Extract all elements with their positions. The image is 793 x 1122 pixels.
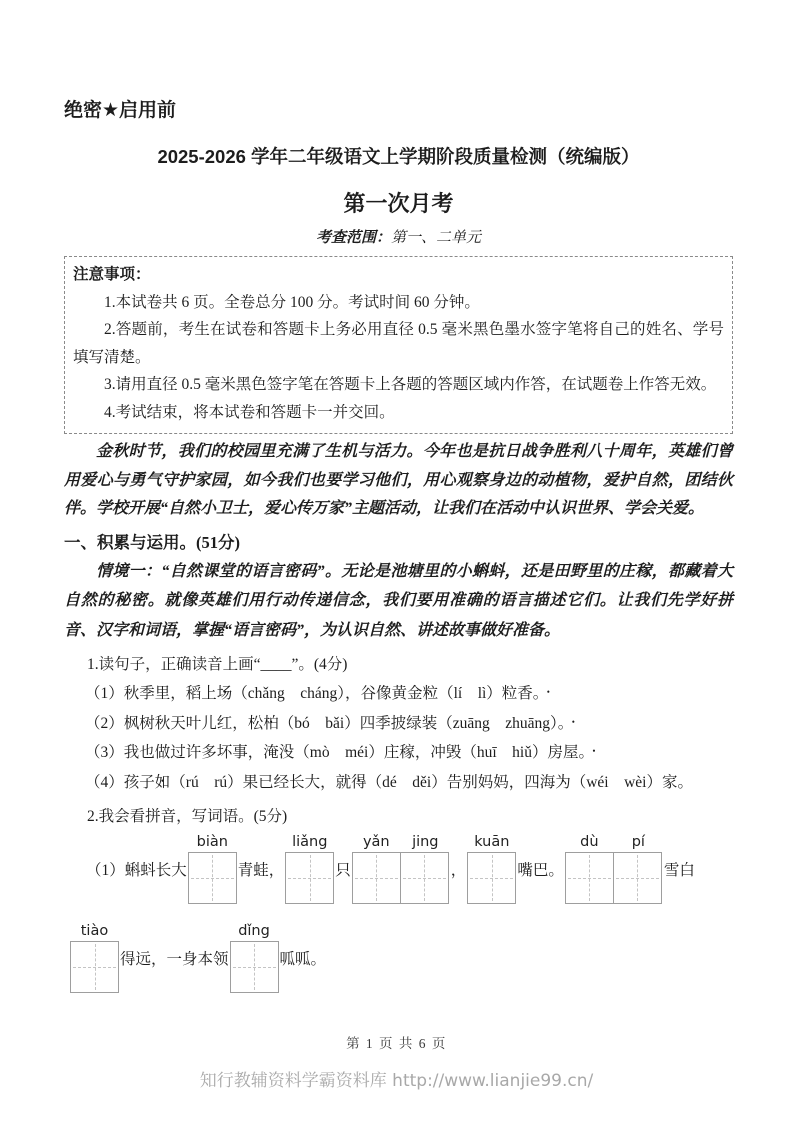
writing-box-bian [188,832,237,904]
writing-cell[interactable] [467,852,516,904]
text-segment: （rú rú）果已经长大，就 [170,773,352,791]
pinyin-label: pí [631,834,645,850]
exam-scope [64,228,733,248]
notice-item: 2.答题前，考生在试卷和答题卡上务必用直径 0.5 毫米黑色墨水签字笔将自己的姓名、学号填写清楚。 [73,321,724,366]
question-1-item-4 [64,768,733,798]
text-segment: （huī hiǔ）房屋。 [461,744,594,761]
text-segment: （wéi wèi）家。 [570,773,693,791]
watermark-text: 知行教辅资料学霸资料库 http://www.lianjie99.cn/ [199,1071,594,1091]
writing-cell[interactable] [285,852,334,904]
scope-label: 考查范围： [315,230,391,246]
writing-cell[interactable] [70,941,119,993]
pinyin-writing-row-2 [64,921,733,993]
text-segment: （zuāng zhuāng）。 [437,714,574,732]
page-title: 2025-2026 学年二年级语文上学期阶段质量检测（统编版） [157,146,640,167]
pinyin-label: biàn [196,834,228,850]
writing-box-ding [230,921,279,993]
writing-box-tiao [70,921,119,993]
text-segment: （bó bǎi）四季披绿 [278,714,422,732]
text-segment: （lí lì）粒香。 [438,685,549,702]
writing-cell[interactable] [188,852,237,904]
section-1-heading: 一、积累与运用。(51分) [64,532,240,552]
classification-label: 绝密★启用前 [64,100,177,121]
emphasized-char: 毁 • [446,744,462,761]
text-segment: （3）我也做过许多坏事，淹 [85,744,279,761]
writing-cell[interactable] [565,852,614,904]
emphasized-char: 装 • [422,715,438,732]
row-text: ， [450,862,467,879]
writing-box-liang [285,832,334,904]
row-text: 嘴巴。 [517,862,564,879]
row-text: 青蛙， [237,862,285,879]
pinyin-label: dǐng [238,923,270,939]
pinyin-label: yǎn [362,834,390,850]
exam-subtitle: 第一次月考 [343,191,454,216]
row-text: 呱呱。 [279,951,327,968]
writing-cell[interactable] [613,852,662,904]
question-1-item-2 [64,709,733,739]
text-segment: （dé děi）告别妈妈，四海 [366,773,556,791]
writing-cell[interactable] [400,852,449,904]
scope-value: 第一、二单元 [391,230,482,246]
text-segment: （2）枫树秋天叶儿红，松 [85,714,264,732]
notice-item: 3.请用直径 0.5 毫米黑色签字笔在答题卡上各题的答题区域内作答，在试题卷上作答无效。 [104,376,717,393]
pinyin-label: jing [412,834,439,850]
text-segment: （chǎng cháng），谷像黄金 [232,685,423,702]
notice-item: 4.考试结束，将本试卷和答题卡一并交回。 [104,403,395,421]
question-1-stem: 1.读句子，正确读音上画“____”。(4分) [87,656,348,673]
emphasized-char: 如 • [155,774,171,791]
writing-box-kuan [467,832,516,904]
question-2-stem: 2.我会看拼音，写词语。(5分) [87,808,288,825]
question-1-item-1 [64,679,733,709]
text-segment: （4）孩子 [85,773,155,791]
pinyin-label: liǎng [292,834,328,850]
pinyin-writing-row-1 [64,832,733,904]
emphasized-char: 柏 • [263,715,279,732]
row-lead-text: （1）蝌蚪长大 [86,862,187,879]
page-number: 第 1 页 共 6 页 [346,1036,447,1051]
notice-item: 1.本试卷共 6 页。全卷总分 100 分。考试时间 60 分钟。 [104,293,480,311]
emphasized-char: 场 • [217,685,233,702]
writing-cell[interactable] [230,941,279,993]
row-text: 只 [335,862,351,879]
scenario-1-paragraph: 情境一：“自然课堂的语言密码”。无论是池塘里的小蝌蚪，还是田野里的庄稼，都藏着大自然的秘密。就像英雄们用行动传递信念，我们要用准确的语言描述它们。让我们先学好拼音、汉字和词语，掌握“语言密码”，为认识自然、讲述故事做好准备。 [64,562,733,639]
row-text: 得远，一身本领 [120,951,229,968]
writing-cell[interactable] [352,852,401,904]
emphasized-char: 没 • [279,744,295,761]
text-segment: （1）秋季里，稻上 [85,685,217,702]
emphasized-char: 得 • [351,774,367,791]
emphasized-char: 粒 • [423,685,439,702]
writing-box-yanjing [352,832,450,904]
emphasized-char: 为 • [555,774,571,791]
notice-box [64,256,733,434]
notice-heading: 注意事项： [73,266,151,283]
intro-paragraph: 金秋时节，我们的校园里充满了生机与活力。今年也是抗日战争胜利八十周年，英雄们曾用爱心与勇气守护家园，如今我们也要学习他们，用心观察身边的动植物，爱护自然，团结伙伴。学校开展“自然小卫士，爱心传万家”主题活动，让我们在活动中认识世界、学会关爱。 [64,443,733,517]
pinyin-label: dù [580,834,599,850]
row-text: 雪白 [663,862,695,879]
question-1-item-3 [64,738,733,768]
pinyin-label: kuān [474,834,510,850]
pinyin-label: tiào [80,923,109,939]
writing-box-dupi [565,832,663,904]
text-segment: （mò méi）庄稼，冲 [294,744,446,761]
